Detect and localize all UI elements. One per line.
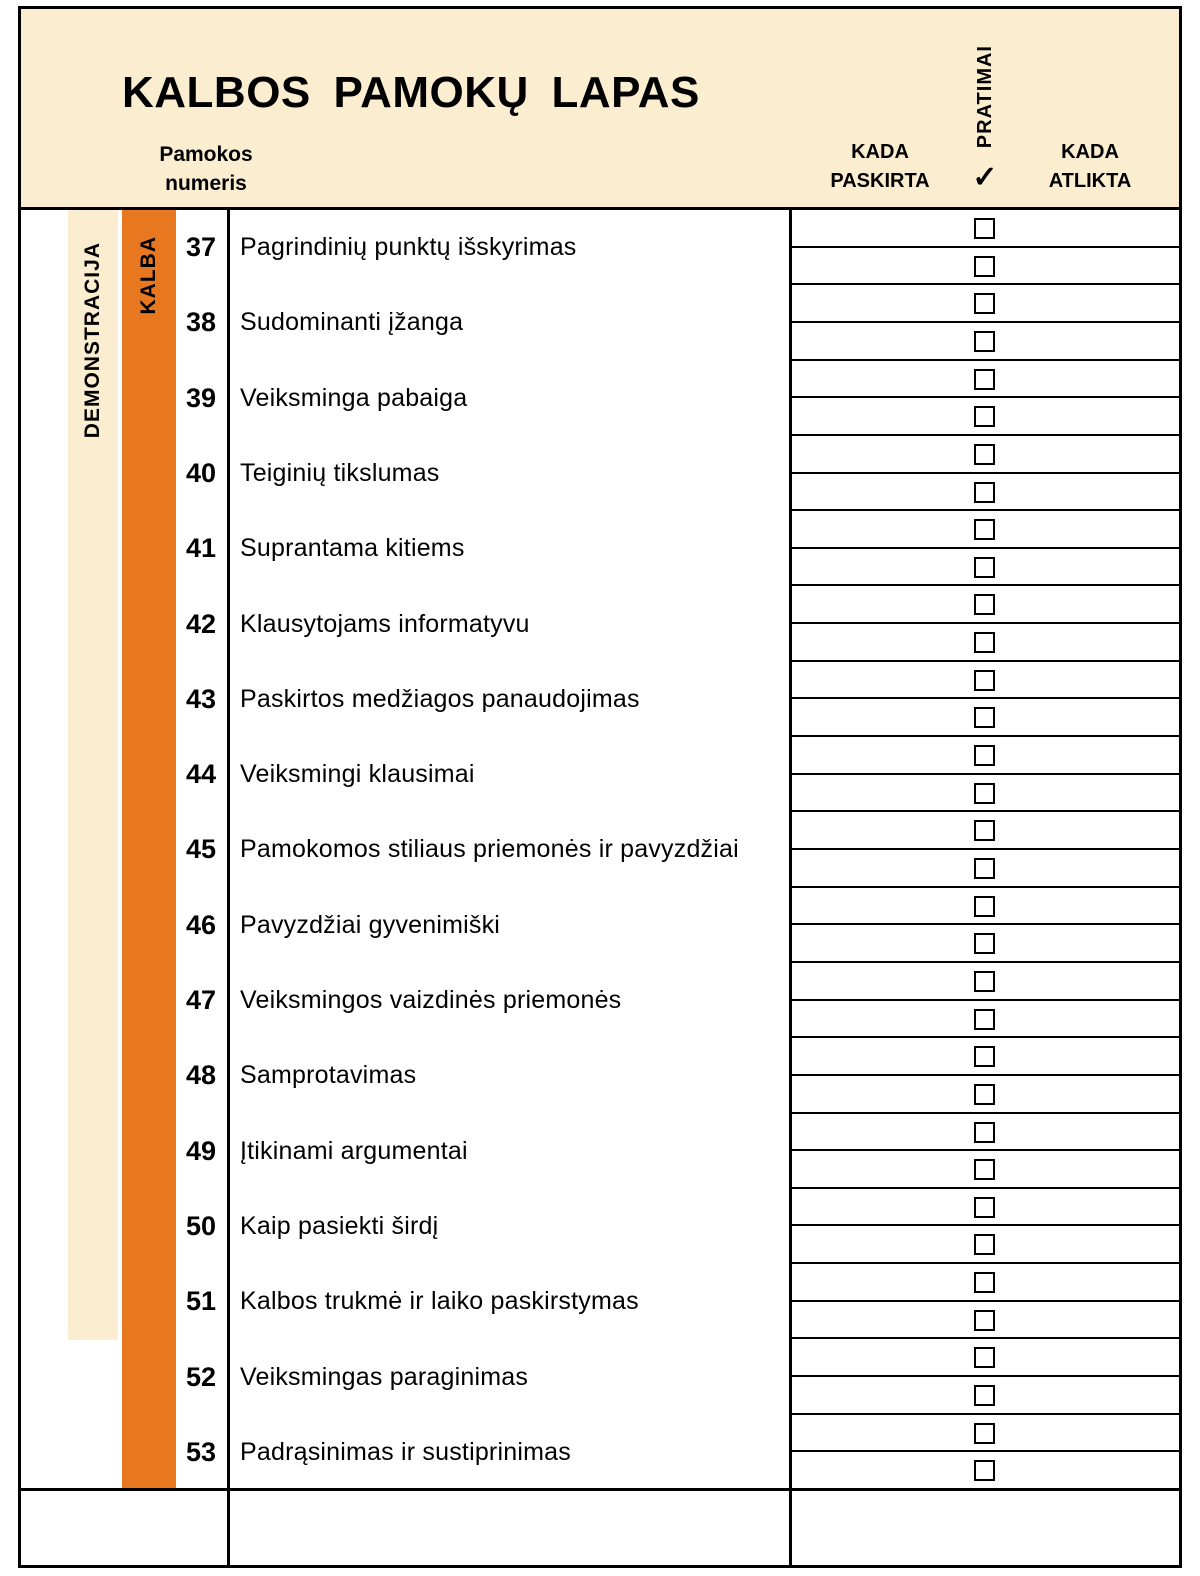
lesson-number-label-line1: Pamokos <box>159 143 253 166</box>
tracking-row <box>792 1339 1179 1377</box>
exercise-checkbox[interactable] <box>974 783 995 804</box>
exercise-checkbox[interactable] <box>974 1460 995 1481</box>
lesson-row <box>176 1038 789 1113</box>
tracking-row <box>792 1038 1179 1076</box>
tracking-row <box>792 248 1179 286</box>
tracking-row <box>792 963 1179 1001</box>
lesson-number: 39 <box>185 382 216 413</box>
exercise-checkbox[interactable] <box>974 933 995 954</box>
exercise-checkbox[interactable] <box>974 1009 995 1030</box>
exercise-checkbox[interactable] <box>974 707 995 728</box>
lesson-number: 50 <box>185 1210 216 1241</box>
lesson-row <box>176 1189 789 1264</box>
lesson-title: Paskirtos medžiagos panaudojimas <box>240 684 640 713</box>
demonstration-label-wrap <box>68 214 118 466</box>
tracking-row <box>792 1264 1179 1302</box>
exercise-checkbox[interactable] <box>974 1159 995 1180</box>
lesson-title: Teiginių tikslumas <box>240 459 440 488</box>
tracking-row <box>792 699 1179 737</box>
exercise-checkbox[interactable] <box>974 482 995 503</box>
tracking-row <box>792 1076 1179 1114</box>
lesson-row <box>176 511 789 586</box>
exercise-checkbox[interactable] <box>974 670 995 691</box>
tracking-row <box>792 398 1179 436</box>
exercise-checkbox[interactable] <box>974 331 995 352</box>
exercise-checkbox[interactable] <box>974 1272 995 1293</box>
exercise-checkbox[interactable] <box>974 1197 995 1218</box>
demonstration-label: DEMONSTRACIJA <box>81 241 104 439</box>
lesson-title: Pagrindinių punktų išskyrimas <box>240 233 577 262</box>
lesson-number: 44 <box>185 759 216 790</box>
tracking-row <box>792 775 1179 813</box>
lesson-row <box>176 662 789 737</box>
lesson-title: Kalbos trukmė ir laiko paskirstymas <box>240 1287 639 1316</box>
exercise-checkbox[interactable] <box>974 1084 995 1105</box>
tracking-row <box>792 1302 1179 1340</box>
lesson-title: Sudominanti įžanga <box>240 308 464 337</box>
tracking-row <box>792 436 1179 474</box>
lesson-row <box>176 586 789 661</box>
exercise-checkbox[interactable] <box>974 444 995 465</box>
lesson-number-label-line2: numeris <box>165 172 247 195</box>
tracking-row <box>792 285 1179 323</box>
lesson-row <box>176 888 789 963</box>
tracking-row <box>792 662 1179 700</box>
speech-label-wrap <box>122 214 176 336</box>
exercise-checkbox[interactable] <box>974 896 995 917</box>
lesson-title: Suprantama kitiems <box>240 534 465 563</box>
lesson-number: 48 <box>185 1060 216 1091</box>
completed-column-header <box>1015 138 1165 196</box>
lesson-title: Veiksmingi klausimai <box>240 760 475 789</box>
tracking-row <box>792 1114 1179 1152</box>
lesson-number: 47 <box>185 985 216 1016</box>
exercise-checkbox[interactable] <box>974 369 995 390</box>
exercise-checkbox[interactable] <box>974 1046 995 1067</box>
assigned-label-line1: KADA <box>851 141 909 163</box>
exercise-checkbox[interactable] <box>974 594 995 615</box>
page-title: KALBOS PAMOKŲ LAPAS <box>122 68 700 117</box>
tracking-row <box>792 1452 1179 1490</box>
tracking-row <box>792 511 1179 549</box>
tracking-row <box>792 737 1179 775</box>
tracking-row <box>792 888 1179 926</box>
tracking-row <box>792 1377 1179 1415</box>
lesson-number: 38 <box>185 307 216 338</box>
lesson-number: 52 <box>185 1361 216 1392</box>
lesson-number: 43 <box>185 683 216 714</box>
exercises-label: PRATIMAI <box>973 45 996 149</box>
lesson-row <box>176 210 789 285</box>
exercise-checkbox[interactable] <box>974 519 995 540</box>
tracking-row <box>792 1189 1179 1227</box>
lesson-title: Veiksminga pabaiga <box>240 383 468 412</box>
lesson-title: Samprotavimas <box>240 1061 417 1090</box>
lesson-row <box>176 1339 789 1414</box>
tracking-row <box>792 210 1179 248</box>
exercise-checkbox[interactable] <box>974 218 995 239</box>
tracking-row <box>792 925 1179 963</box>
lesson-number: 45 <box>185 834 216 865</box>
exercise-checkbox[interactable] <box>974 745 995 766</box>
speech-label: KALBA <box>137 235 160 315</box>
lesson-title: Pavyzdžiai gyvenimiški <box>240 910 501 939</box>
exercise-checkbox[interactable] <box>974 1310 995 1331</box>
lesson-number: 37 <box>185 232 216 263</box>
exercise-checkbox[interactable] <box>974 1385 995 1406</box>
lesson-row <box>176 436 789 511</box>
exercise-checkbox[interactable] <box>974 1234 995 1255</box>
lesson-title: Klausytojams informatyvu <box>240 609 530 638</box>
lesson-number: 53 <box>185 1436 216 1467</box>
completed-label-line2: ATLIKTA <box>1048 170 1132 192</box>
lesson-row <box>176 812 789 887</box>
exercise-checkbox[interactable] <box>974 1423 995 1444</box>
tracking-row <box>792 1151 1179 1189</box>
exercise-checkbox[interactable] <box>974 858 995 879</box>
lesson-row <box>176 1264 789 1339</box>
checkmark-icon: ✓ <box>972 161 998 194</box>
exercise-checkbox[interactable] <box>974 971 995 992</box>
tracking-row <box>792 850 1179 888</box>
lesson-row <box>176 737 789 812</box>
tracking-row <box>792 323 1179 361</box>
tracking-row <box>792 549 1179 587</box>
lesson-number: 42 <box>185 608 216 639</box>
lesson-row <box>176 963 789 1038</box>
lesson-title: Veiksmingas paraginimas <box>240 1362 529 1391</box>
exercise-checkbox[interactable] <box>974 293 995 314</box>
tracking-row <box>792 1001 1179 1039</box>
tracking-row <box>792 1226 1179 1264</box>
tracking-row <box>792 586 1179 624</box>
lesson-title: Pamokomos stiliaus priemonės ir pavyzdžiai <box>240 835 739 864</box>
lesson-number: 41 <box>185 533 216 564</box>
lesson-row <box>176 285 789 360</box>
lesson-number: 49 <box>185 1135 216 1166</box>
exercise-checkbox[interactable] <box>974 406 995 427</box>
lesson-title: Įtikinami argumentai <box>240 1136 468 1165</box>
tracking-row <box>792 474 1179 512</box>
speech-bar <box>122 210 176 1490</box>
exercise-checkbox[interactable] <box>974 1347 995 1368</box>
lesson-number-column-header <box>150 140 262 198</box>
lesson-row <box>176 1415 789 1490</box>
completed-label-line1: KADA <box>1061 141 1119 163</box>
exercise-checkbox[interactable] <box>974 820 995 841</box>
lesson-number: 46 <box>185 909 216 940</box>
lesson-title: Veiksmingos vaizdinės priemonės <box>240 986 622 1015</box>
exercises-column-header <box>960 28 1010 166</box>
tracking-row <box>792 1415 1179 1453</box>
lesson-title: Kaip pasiekti širdį <box>240 1211 439 1240</box>
lesson-number: 51 <box>185 1286 216 1317</box>
tracking-row <box>792 812 1179 850</box>
exercise-checkbox[interactable] <box>974 557 995 578</box>
assigned-column-header <box>805 138 955 196</box>
lesson-number: 40 <box>185 458 216 489</box>
assigned-label-line2: PASKIRTA <box>830 170 930 192</box>
exercise-checkbox[interactable] <box>974 632 995 653</box>
tracking-row <box>792 361 1179 399</box>
exercise-checkbox[interactable] <box>974 256 995 277</box>
lesson-title: Padrąsinimas ir sustiprinimas <box>240 1437 571 1466</box>
lesson-row <box>176 361 789 436</box>
lesson-row <box>176 1114 789 1189</box>
tracking-row <box>792 624 1179 662</box>
exercise-checkbox[interactable] <box>974 1122 995 1143</box>
